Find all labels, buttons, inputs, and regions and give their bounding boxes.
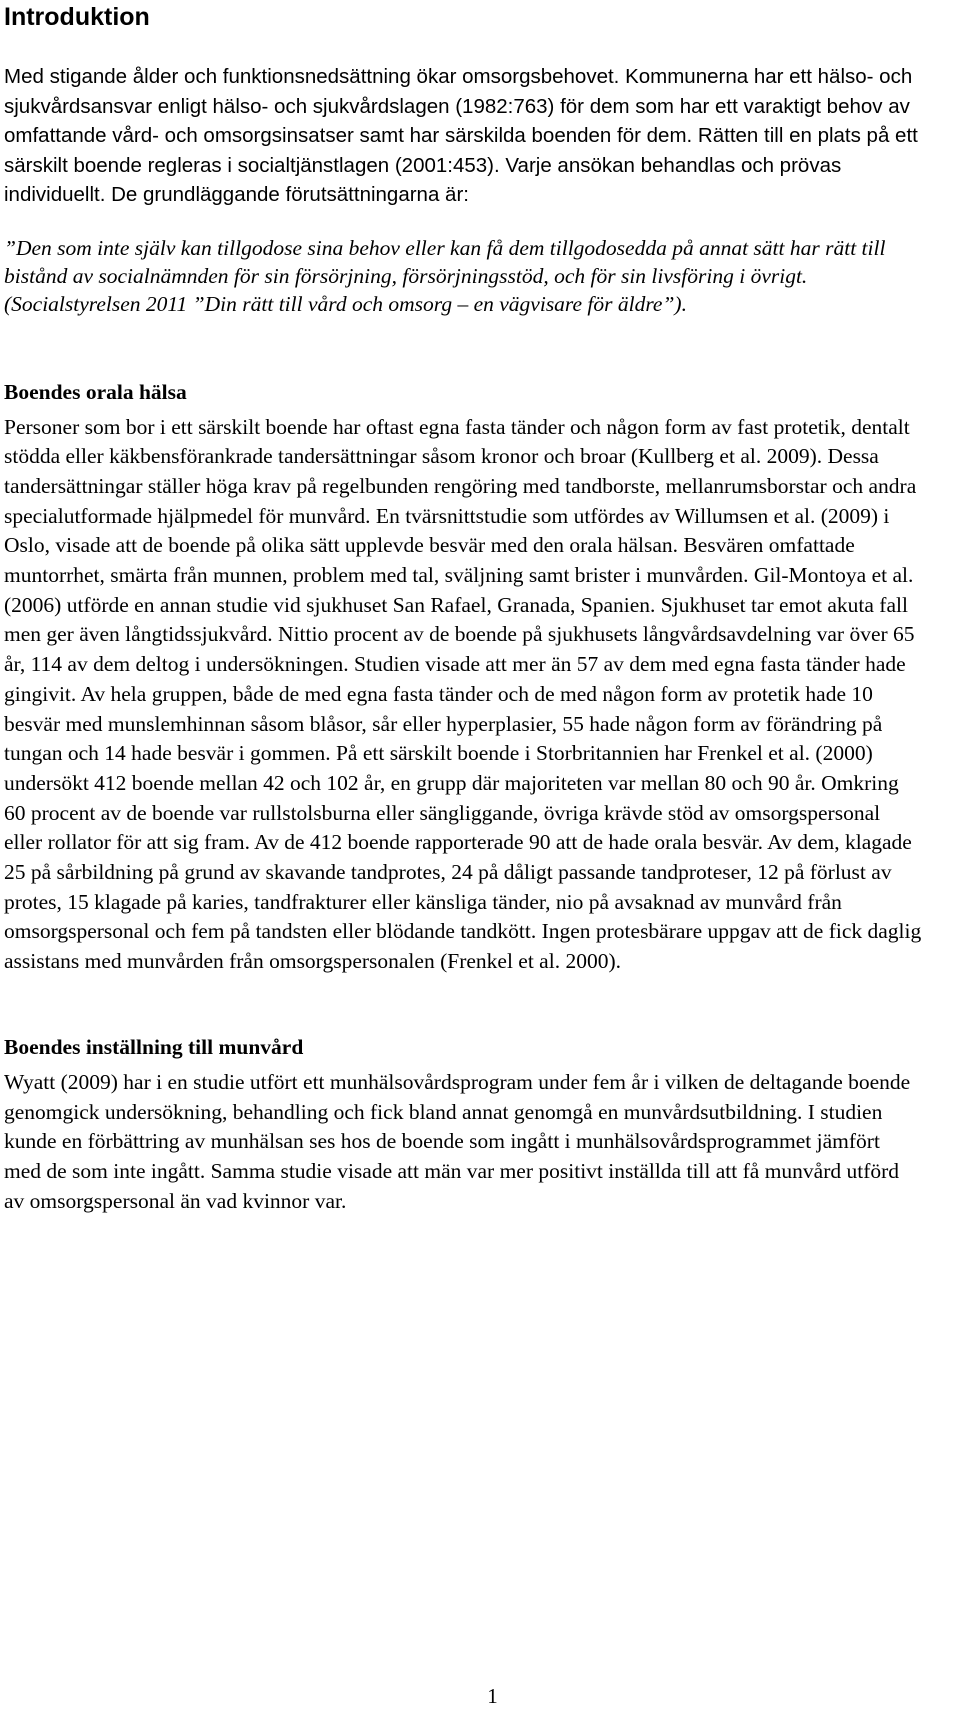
section-title-introduktion: Introduktion bbox=[4, 3, 150, 31]
intro-paragraph: Med stigande ålder och funktionsnedsättning ökar omsorgsbehovet. Kommunerna har ett hälso- och sjukvårdsansvar enligt hälso- och sjukvårdslagen (1982:763) för dem som har ett varaktigt behov av omfattande vård- och omsorgsinsatser samt har särskilda boenden för dem. Rätten till en plats på ett särskilt boende regleras i socialtjänstlagen (2001:453). Varje ansökan behandlas och prövas individuellt. De grundläggande förutsättningarna är: bbox=[4, 65, 918, 206]
oral-health-paragraph: Personer som bor i ett särskilt boende har oftast egna fasta tänder och någon form av fast protetik, dentalt stödda eller käkbensförankrade tandersättningar såsom kronor och broar (Kullberg et al. 2009). Dessa tandersättningar ställer höga krav på regelbunden rengöring med tandborste, mellanrumsborstar och andra specialutformade hjälpmedel för munvård. En tvärsnittstudie som utfördes av Willumsen et al. (2009) i Oslo, visade att de boende på olika sätt upplevde besvär med den orala hälsan. Besvären omfattade muntorrhet, smärta från munnen, problem med tal, sväljning samt brister i munvården. Gil-Montoya et al. (2006) utförde en annan studie vid sjukhuset San Rafael, Granada, Spanien. Sjukhuset tar emot akuta fall men ger även långtidssjukvård. Nittio procent av de boende på sjukhusets långvårdsavdelning var över 65 år, 114 av dem deltog i undersökningen. Studien visade att mer än 57 av dem med egna fasta tänder hade gingivit. Av hela gruppen, både de med egna fasta tänder och de med någon form av protetik hade 10 besvär med munslemhinnan såsom blåsor, sår eller hyperplasier, 55 hade någon form av förändring på tungan och 14 hade besvär i gommen. På ett särskilt boende i Storbritannien har Frenkel et al. (2000) undersökt 412 boende mellan 42 och 102 år, en grupp där majoriteten var mellan 80 och 90 år. Omkring 60 procent av de boende var rullstolsburna eller sängliggande, övriga krävde stöd av omsorgspersonal eller rollator för att sig fram. Av de 412 boende rapporterade 90 att de hade orala besvär. Av dem, klagade 25 på sårbildning på grund av skavande tandprotes, 24 på dåligt passande tandproteser, 12 på förlust av protes, 15 klagade på karies, tandfrakturer eller känsliga tänder, nio på avsaknad av munvård från omsorgspersonal och fem på tandsten eller blödande tandkött. Ingen protesbärare uppgav att de fick daglig assistans med munvården från omsorgspersonalen (Frenkel et al. 2000). bbox=[4, 414, 922, 974]
section-title-attitude: Boendes inställning till munvård bbox=[4, 1034, 304, 1059]
section-title-oral-health: Boendes orala hälsa bbox=[4, 379, 187, 404]
page-number: 1 bbox=[487, 1684, 498, 1708]
attitude-paragraph: Wyatt (2009) har i en studie utfört ett munhälsovårdsprogram under fem år i vilken de deltagande boende genomgick undersökning, behandling och fick bland annat genomgå en munvårdsutbildning. I studien kunde en förbättring av munhälsan ses hos de boende som ingått i munhälsovårdsprogrammet jämfört med de som inte ingått. Samma studie visade att män var mer positivt inställda till att få munvård utförd av omsorgspersonal än vad kvinnor var. bbox=[4, 1069, 911, 1213]
block-quote: ”Den som inte själv kan tillgodose sina behov eller kan få dem tillgodosedda på annat sätt har rätt till bistånd av socialnämnden för sin försörjning, försörjningsstöd, och för sin livsföring i övrigt. (Socialstyrelsen 2011 ”Din rätt till vård och omsorg – en vägvisare för äldre”). bbox=[4, 235, 886, 316]
